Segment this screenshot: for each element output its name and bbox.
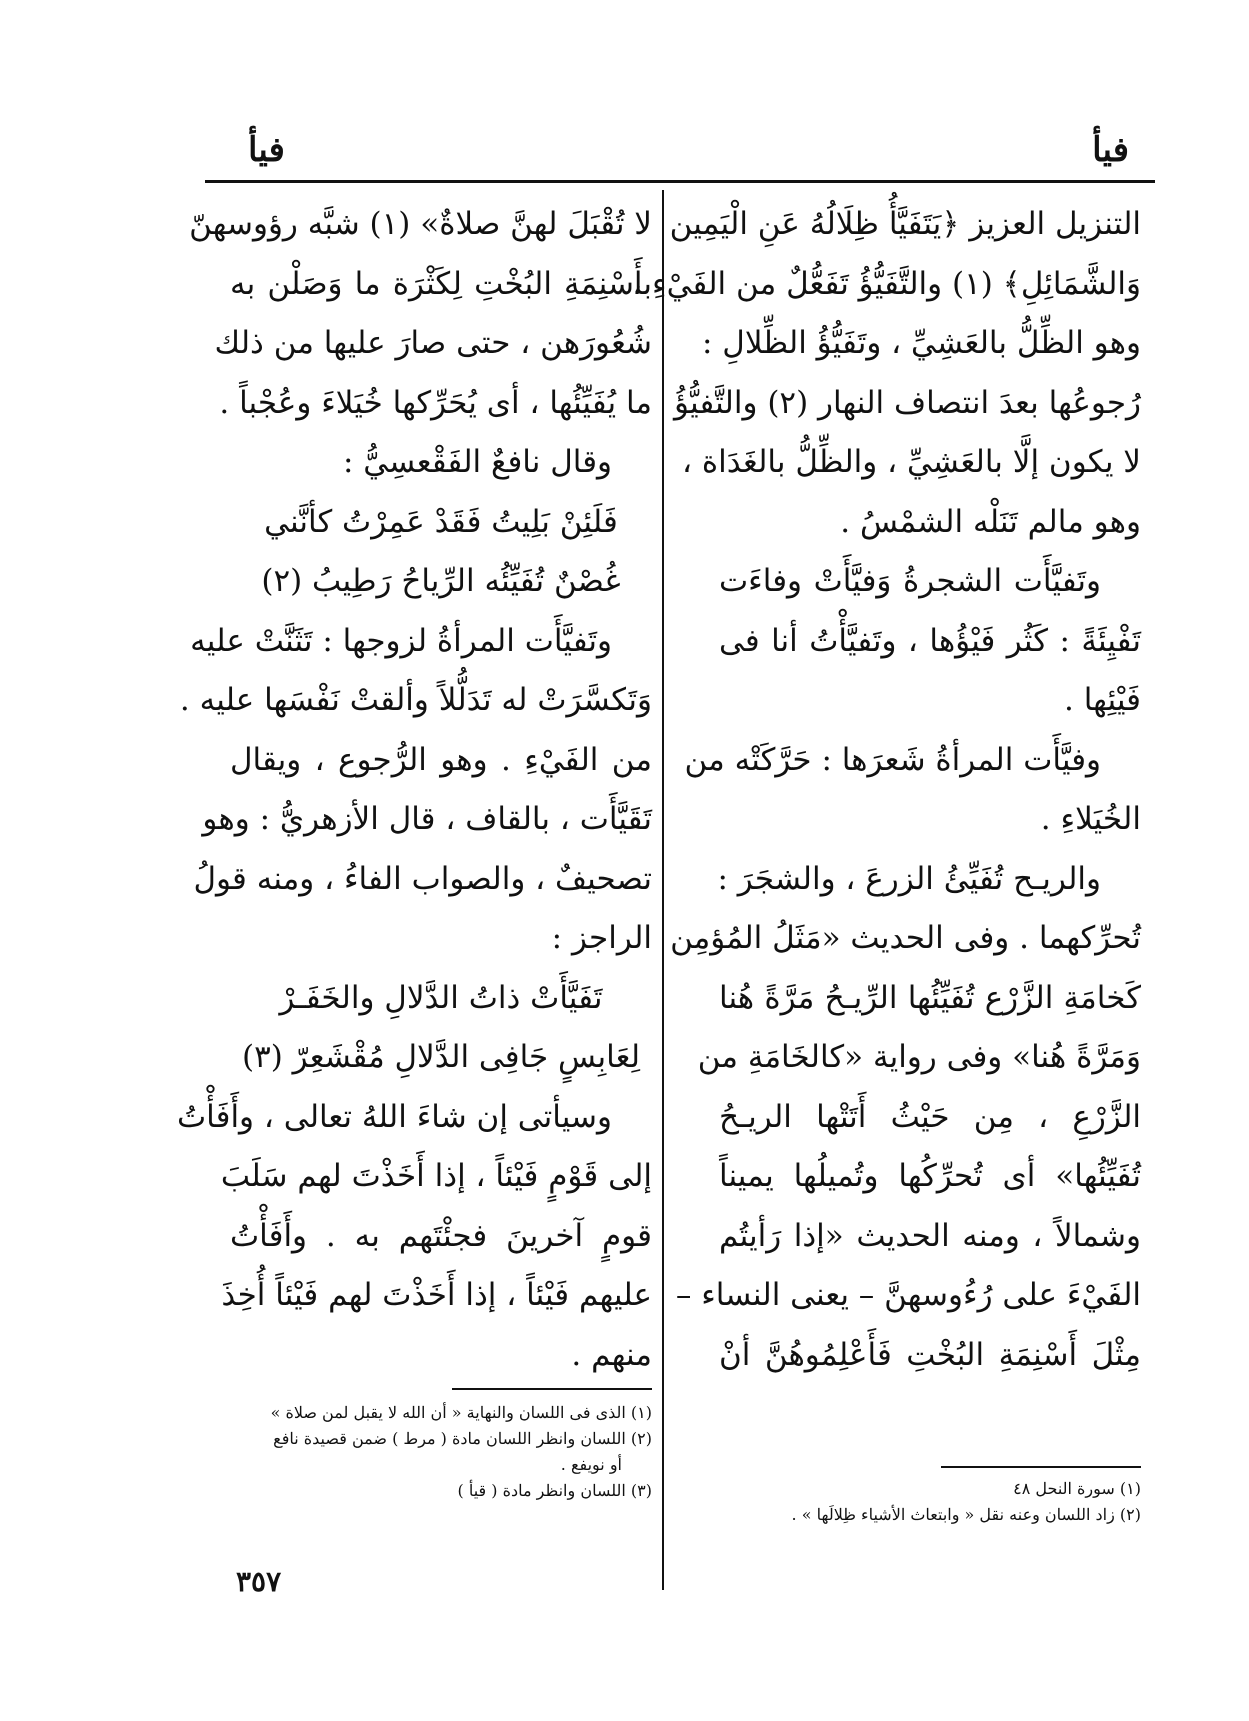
text-line: وَمَرَّةً هُنا» وفى رواية «كالخَامَةِ من bbox=[697, 1039, 1141, 1075]
text-line: الفَيْءَ على رُءُوسهنَّ – يعنى النساء – bbox=[675, 1277, 1141, 1313]
footnotes-right bbox=[681, 1476, 1141, 1528]
footnote: (٢) زاد اللسان وعنه نقل « وابتعاث الأشياء ظِلالَها » . bbox=[791, 1505, 1141, 1524]
text-line: تَفْيِئَةً : كَثُر فَيْؤُها ، وتَفيَّأْتُ أنا فى bbox=[719, 622, 1141, 659]
verse-line: لِعَابِسٍ جَافِى الدَّلالِ مُقْشَعِرّ (٣) bbox=[241, 1039, 641, 1075]
text-line: والريـح تُفَيِّئُ الزرعَ ، والشجَرَ : bbox=[717, 860, 1101, 897]
verse-line: غُصْنٌ تُفَيِّئُه الرِّياحُ رَطِيبُ (٢) bbox=[261, 563, 621, 599]
text-line: عليهم فَيْئاً ، إذا أَخَذْتَ لهم فَيْئاً أُخِذَ bbox=[221, 1277, 652, 1313]
verse-line: فَلَئِنْ بَلِيتُ فَقَدْ عَمِرْتُ كأنَّني bbox=[264, 503, 618, 540]
header-rule bbox=[205, 180, 1155, 183]
text-line: لا يكون إلَّا بالعَشِيِّ ، والظِّلُّ بالغَدَاة ، bbox=[682, 444, 1141, 480]
text-line: بأَسْنِمَةِ البُخْتِ لِكَثْرَة ما وَصَلْن به bbox=[230, 265, 652, 302]
text-line: وَتَكسَّرَتْ له تَدَلُّلاً وألقتْ نَفْسَها عليه . bbox=[179, 682, 652, 718]
text-line: الزَّرْعِ ، مِن حَيْثُ أَتَتْها الريـحُ bbox=[719, 1098, 1141, 1135]
text-line: وهو مالم تَنَلْه الشمْسُ . bbox=[840, 503, 1141, 540]
text-line: من الفَيْءِ . وهو الرُّجوع ، ويقال bbox=[230, 741, 652, 778]
text-line: وتَفيَّأَت المرأةُ لزوجها : تَثَنَّتْ عليه bbox=[190, 622, 612, 659]
text-line: تصحيفٌ ، والصواب الفاءُ ، ومنه قولُ bbox=[193, 860, 652, 897]
footnote: (٢) اللسان وانظر اللسان مادة ( مرط ) ضمن قصيدة نافع bbox=[273, 1429, 652, 1448]
text-line: تُحرِّكهما . وفى الحديث «مَثَلُ المُؤمِن bbox=[670, 920, 1141, 956]
text-line: وَالشَّمَائِلِ﴾ (١) والتَّفَيُّؤُ تَفَعُّلٌ من الفَيْءِ ، bbox=[632, 265, 1141, 302]
footnote-rule-left bbox=[452, 1388, 652, 1390]
footnote: (٣) اللسان وانظر مادة ( قيأ ) bbox=[457, 1481, 652, 1500]
text-line: الخُيَلاءِ . bbox=[1040, 801, 1141, 837]
text-line: وتَفيَّأَت الشجرةُ وَفيَّأَتْ وفاءَت bbox=[719, 563, 1101, 599]
text-line: التنزيل العزيز ﴿يَتَفَيَّأُ ظِلَالُهُ عَنِ الْيَمِين bbox=[669, 206, 1141, 242]
text-line: مِثْلَ أَسْنِمَةِ البُخْتِ فَأَعْلِمُوهُنَّ أنْ bbox=[719, 1336, 1141, 1373]
text-line: قومٍ آخرينَ فجئْتَهم به . وأَفَأْتُ bbox=[230, 1217, 652, 1254]
text-line: إلى قَوْمٍ فَيْئاً ، إذا أَخَذْتَ لهم سَلَبَ bbox=[220, 1158, 652, 1194]
verse-line: تَفَيَّأَتْ ذاتُ الدَّلالِ والخَفَـرْ bbox=[279, 979, 603, 1016]
text-line: شُعُورَهن ، حتى صارَ عليها من ذلك bbox=[214, 325, 652, 361]
text-line: وفيَّأَت المرأةُ شَعرَها : حَرَّكَتْه من bbox=[684, 741, 1101, 778]
text-line: تُفَيِّئُها» أى تُحرِّكُها وتُميلُها يميناً bbox=[719, 1158, 1141, 1194]
left-column bbox=[177, 195, 652, 1385]
right-column bbox=[632, 195, 1141, 1385]
text-line: ما يُفَيِّئُها ، أى يُحَرِّكها خُيَلاءَ وعُجْباً . bbox=[219, 384, 652, 421]
text-line: وسيأتى إن شاءَ اللهُ تعالى ، وأَفَأْتُ bbox=[177, 1098, 612, 1135]
footnotes-left bbox=[230, 1400, 652, 1504]
text-line: تَقَيَّأَت ، بالقاف ، قال الأزهريُّ : وهو bbox=[202, 801, 652, 837]
running-head-left: فيأ bbox=[248, 130, 285, 170]
text-line: وشمالاً ، ومنه الحديث «إذا رَأيتُم bbox=[719, 1217, 1141, 1254]
text-line: الراجز : bbox=[551, 920, 652, 956]
text-line: وهو الظِّلُّ بالعَشِيِّ ، وتَفَيُّؤُ الظِّلالِ : bbox=[702, 325, 1141, 361]
text-line: لا تُقْبَلَ لهنَّ صلاةٌ» (١) شبَّه رؤوسهنّ bbox=[189, 206, 652, 242]
text-line: فَيْئِها . bbox=[1064, 682, 1141, 718]
text-line: وقال نافعٌ الفَقْعسِيُّ : bbox=[342, 444, 612, 480]
footnote-continuation: أو نويفع . bbox=[560, 1455, 622, 1474]
text-line: كَخامَةِ الزَّرْع تُفَيِّئُها الرِّيـحُ مَرَّةً هُنا bbox=[719, 979, 1141, 1016]
text-line: منهم . bbox=[571, 1336, 652, 1373]
column-divider bbox=[662, 190, 664, 1590]
page-number: ٣٥٧ bbox=[236, 1565, 282, 1598]
running-head-right: فيأ bbox=[1092, 130, 1129, 170]
footnote: (١) سورة النحل ٤٨ bbox=[1013, 1479, 1141, 1498]
footnote: (١) الذى فى اللسان والنهاية « أن الله لا يقبل لمن صلاة » bbox=[270, 1403, 652, 1422]
text-line: رُجوعُها بعدَ انتصاف النهار (٢) والتَّفيُّؤُ bbox=[674, 384, 1141, 421]
footnote-rule-right bbox=[941, 1466, 1141, 1468]
